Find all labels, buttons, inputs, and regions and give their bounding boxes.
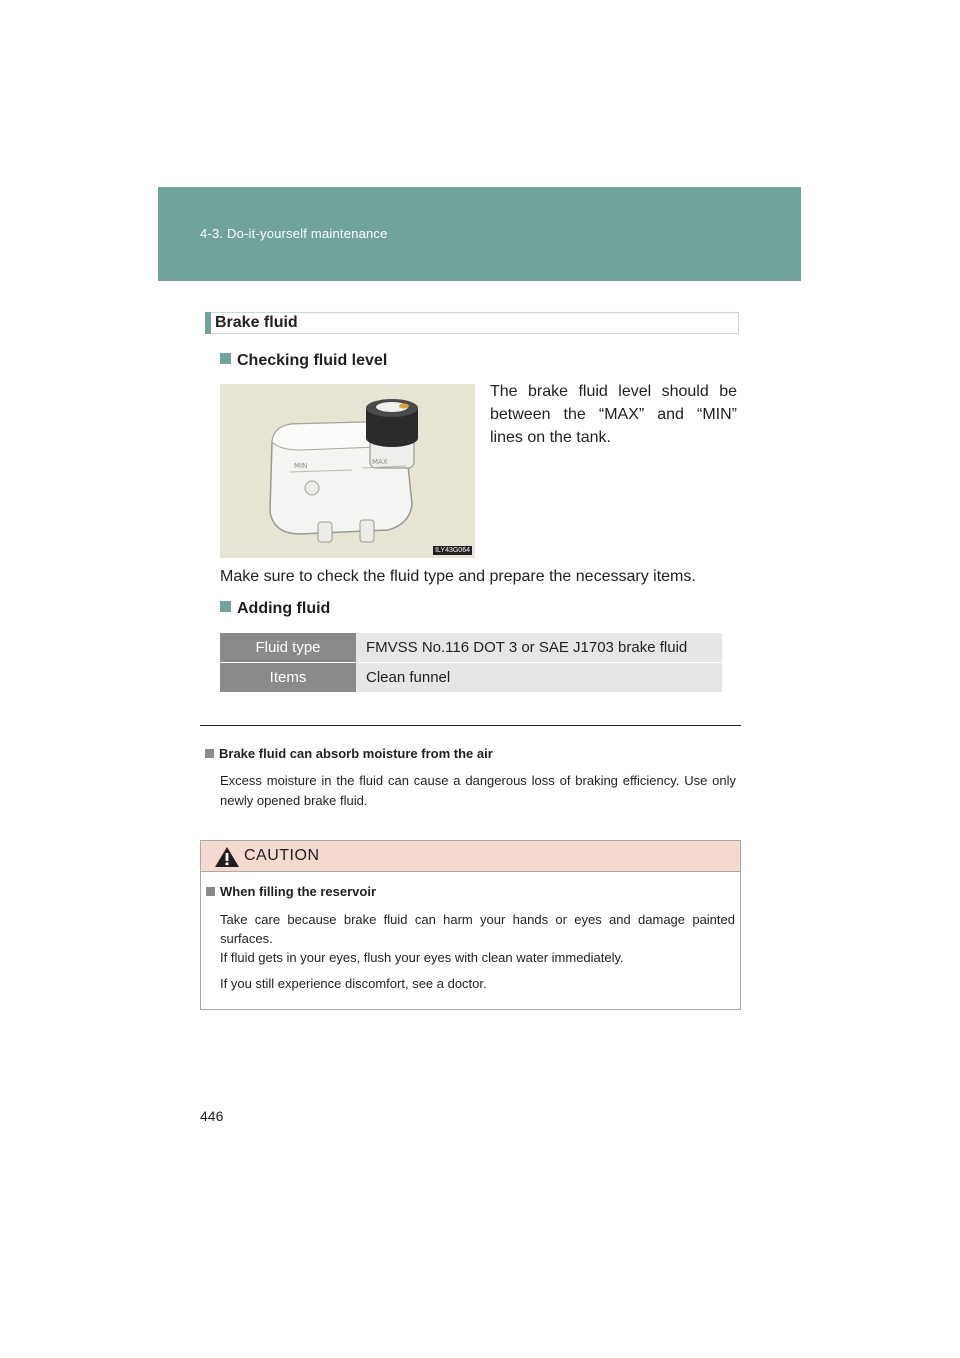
subheading-adding-label: Adding fluid <box>237 600 331 617</box>
section-accent-bar <box>205 312 211 334</box>
square-bullet-icon <box>220 601 231 612</box>
table-value: Clean funnel <box>356 663 722 692</box>
brake-reservoir-image <box>220 384 475 558</box>
table-key: Items <box>220 663 356 692</box>
table-row <box>220 633 722 662</box>
fluid-spec-table <box>220 632 722 693</box>
chapter-title: 4-3. Do-it-yourself maintenance <box>200 226 388 241</box>
square-bullet-icon <box>205 749 214 758</box>
check-note: Make sure to check the fluid type and prepare the necessary items. <box>220 568 696 585</box>
warning-triangle-icon <box>214 846 240 868</box>
caution-line: If you still experience discomfort, see a doctor. <box>220 976 487 991</box>
subheading-adding <box>220 600 330 618</box>
caution-box <box>200 840 741 1010</box>
note-title <box>205 746 493 761</box>
caution-text <box>220 910 735 993</box>
note-title-label: Brake fluid can absorb moisture from the air <box>219 746 493 761</box>
page-number: 446 <box>200 1108 224 1124</box>
reservoir-illustration <box>220 384 475 558</box>
chapter-header <box>158 187 801 281</box>
caution-label: CAUTION <box>244 847 320 864</box>
subheading-checking-label: Checking fluid level <box>237 352 388 369</box>
section-heading <box>205 312 739 334</box>
divider <box>200 725 741 726</box>
square-bullet-icon <box>206 887 215 896</box>
table-value: FMVSS No.116 DOT 3 or SAE J1703 brake fluid <box>356 633 722 662</box>
max-mark-label: MAX <box>372 458 388 466</box>
checking-description: The brake fluid level should be between the “MAX” and “MIN” lines on the tank. <box>490 383 737 446</box>
square-bullet-icon <box>220 353 231 364</box>
min-mark-label: MIN <box>294 462 308 470</box>
note-body: Excess moisture in the fluid can cause a dangerous loss of braking efficiency. Use only newly opened brake fluid. <box>220 773 736 808</box>
caution-line: Take care because brake fluid can harm your hands or eyes and damage painted surfaces. <box>220 912 735 946</box>
subheading-checking <box>220 352 387 370</box>
section-title: Brake fluid <box>215 314 298 331</box>
caution-header <box>201 841 740 872</box>
figure-code: ILY43G064 <box>435 547 470 554</box>
table-row <box>220 663 722 692</box>
caution-item-title <box>206 884 376 899</box>
caution-line: If fluid gets in your eyes, flush your eyes with clean water immediately. <box>220 950 624 965</box>
table-key: Fluid type <box>220 633 356 662</box>
caution-item-title-label: When filling the reservoir <box>220 884 377 899</box>
